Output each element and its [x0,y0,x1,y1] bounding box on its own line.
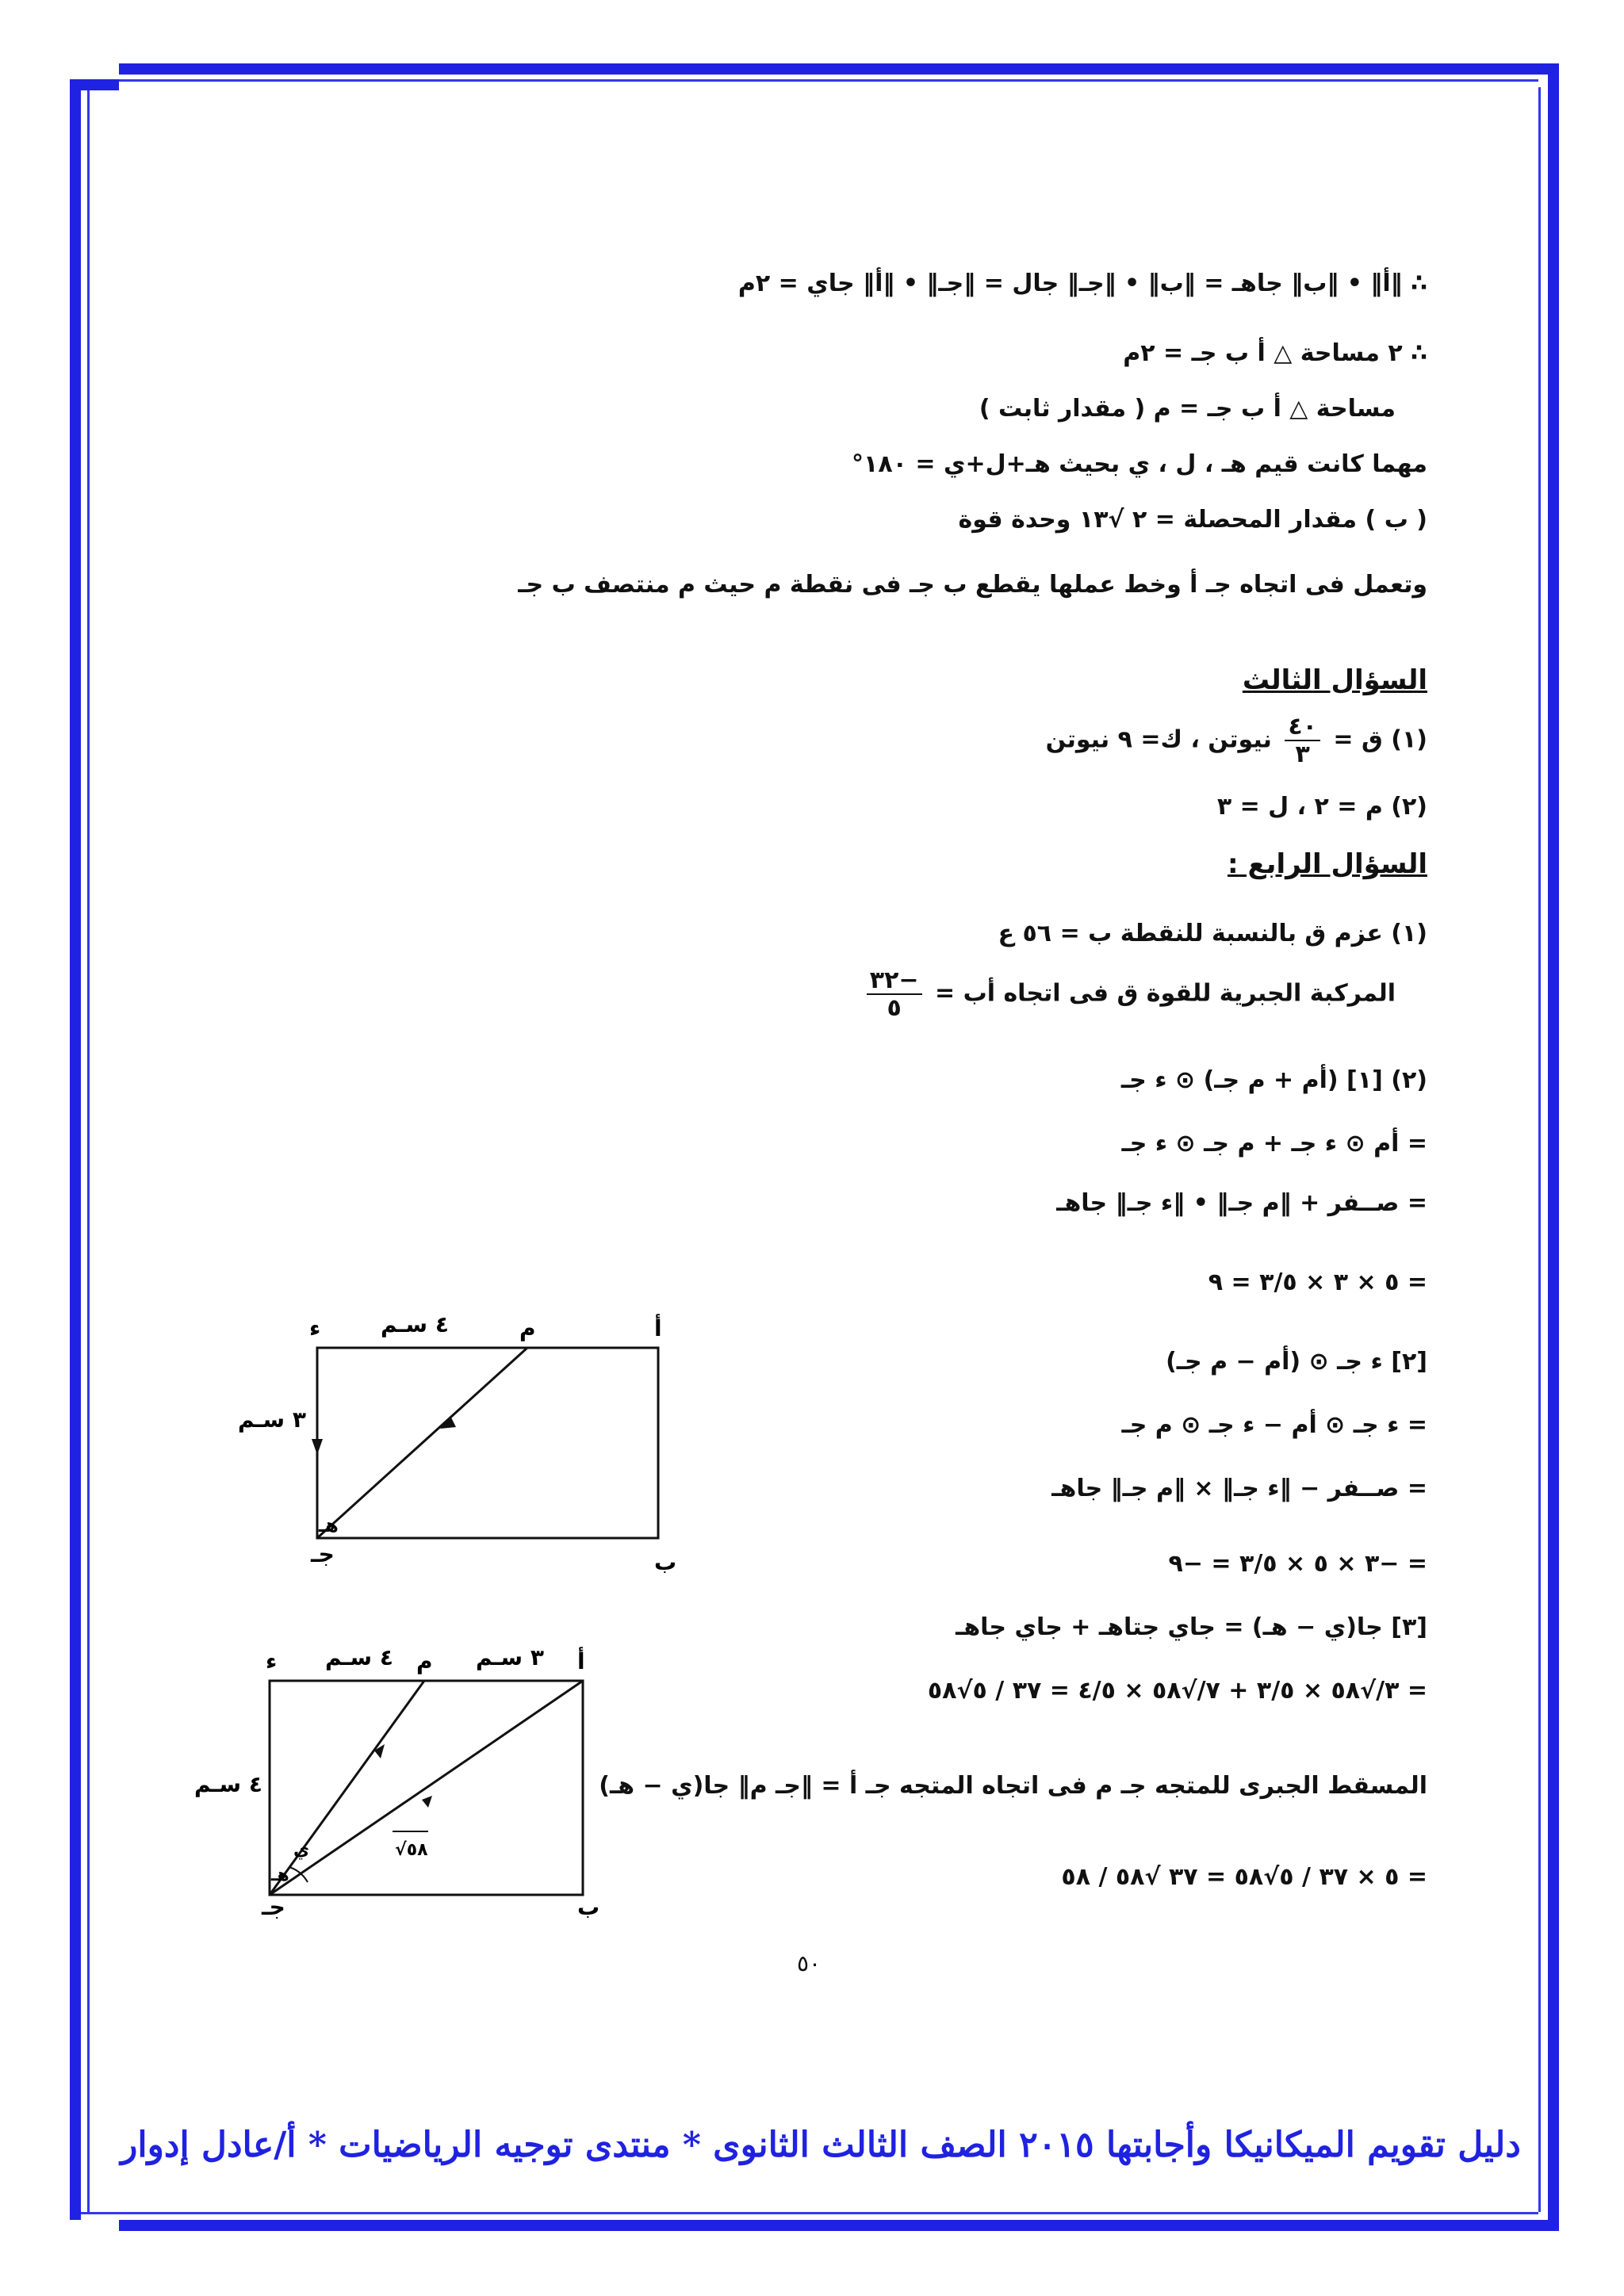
line-3: مساحة △ أ ب جـ = م ( مقدار ثابت ) [979,395,1396,423]
step-9: [٣] جا(ي − هـ) = جاي جتاهـ + جاي جاهـ [956,1613,1427,1641]
line-6: وتعمل فى اتجاه جـ أ وخط عملها يقطع ب جـ فى نقطة م حيث م منتصف ب جـ [518,571,1427,599]
q3-part-1: (١) ق = ٤٠ ٣ نيوتن ، ك= ٩ نيوتن [1045,713,1427,768]
label-d: ء [309,1315,321,1341]
heading-question-4: السؤال الرابع : [1228,848,1427,880]
line-5: ( ب ) مقدار المحصلة = ٢ √١٣ وحدة قوة [958,506,1427,534]
label-j: جـ [262,1894,285,1919]
figure-rectangle-2 [190,1617,634,1919]
label-m: م [519,1315,536,1341]
label-h: هـ [271,1866,289,1885]
line-1: ∴ ‖أ‖ • ‖ب‖ جاهـ = ‖ب‖ • ‖جـ‖ جال = ‖جـ‖ • ‖أ‖ جاي = ٢م [737,270,1427,297]
label-dim-top-2: ٤ سـم [325,1644,393,1670]
q3-part-2: (٢) م = ٢ ، ل = ٣ [1216,793,1427,821]
label-h: هـ [319,1514,339,1536]
q4-part-1: (١) عزم ق بالنسبة للنقطة ب = ٥٦ ع [998,920,1427,947]
label-root58: √٥٨ [395,1840,428,1860]
step-4: = ٥ × ٣ × ٣/٥ = ٩ [1208,1269,1427,1296]
step-6: = ء جـ ⊙ أم − ء جـ ⊙ م جـ [1121,1411,1427,1439]
figure-rectangle-1 [222,1300,714,1586]
label-b: ب [577,1894,600,1919]
footer-title: دليل تقويم الميكانيكا وأجابتها ٢٠١٥ الصف الثالث الثانوى * منتدى توجيه الرياضيات * أ/عادل إدوار [121,2125,1521,2165]
step-7: = صــفر − ‖ء جـ‖ × ‖م جـ‖ جاهـ [1051,1475,1427,1502]
label-a: أ [654,1315,662,1341]
line-2: ∴ ٢ مساحة △ أ ب جـ = ٢م [1123,339,1427,367]
label-dim-top: ٤ سـم [381,1311,449,1337]
page-number: ٥٠ [797,1950,822,1976]
step-1: (٢) [١] (أم + م جـ) ⊙ ء جـ [1120,1066,1427,1094]
label-j: جـ [311,1541,335,1567]
line-4: مهما كانت قيم هـ ، ل ، ي بحيث هـ+ل+ي = ١٨٠° [852,450,1427,478]
label-a: أ [577,1648,585,1674]
q4-part-1b: المركبة الجبرية للقوة ق فى اتجاه أب = −٣٢ ٥ [862,967,1396,1021]
label-y: ي [293,1840,310,1860]
label-d: ء [266,1648,278,1674]
label-dim-side: ٤ سـم [194,1771,262,1797]
step-3: = صــفر + ‖م جـ‖ • ‖ء جـ‖ جاهـ [1056,1189,1427,1217]
heading-question-3: السؤال الثالث [1242,664,1427,696]
label-dim-top-1: ٣ سـم [476,1644,544,1670]
label-m: م [416,1648,433,1674]
step-2: = أم ⊙ ء جـ + م جـ ⊙ ء جـ [1121,1130,1427,1158]
label-b: ب [654,1549,677,1575]
step-8: = −٣ × ٥ × ٣/٥ = −٩ [1168,1550,1427,1578]
step-11: المسقط الجبرى للمتجه جـ م فى اتجاه المتجه جـ أ = ‖جـ م‖ جا(ي − هـ) [599,1772,1427,1800]
step-5: [٢] ء جـ ⊙ (أم − م جـ) [1166,1348,1427,1376]
step-12: = ٥ × ٣٧ / ٥√٥٨ = ٣٧ √٥٨ / ٥٨ [1061,1863,1427,1891]
label-dim-side: ٣ سـم [238,1406,306,1433]
step-10: = ٣/√٥٨ × ٣/٥ + ٧/√٥٨ × ٤/٥ = ٣٧ / ٥√٥٨ [927,1677,1427,1705]
